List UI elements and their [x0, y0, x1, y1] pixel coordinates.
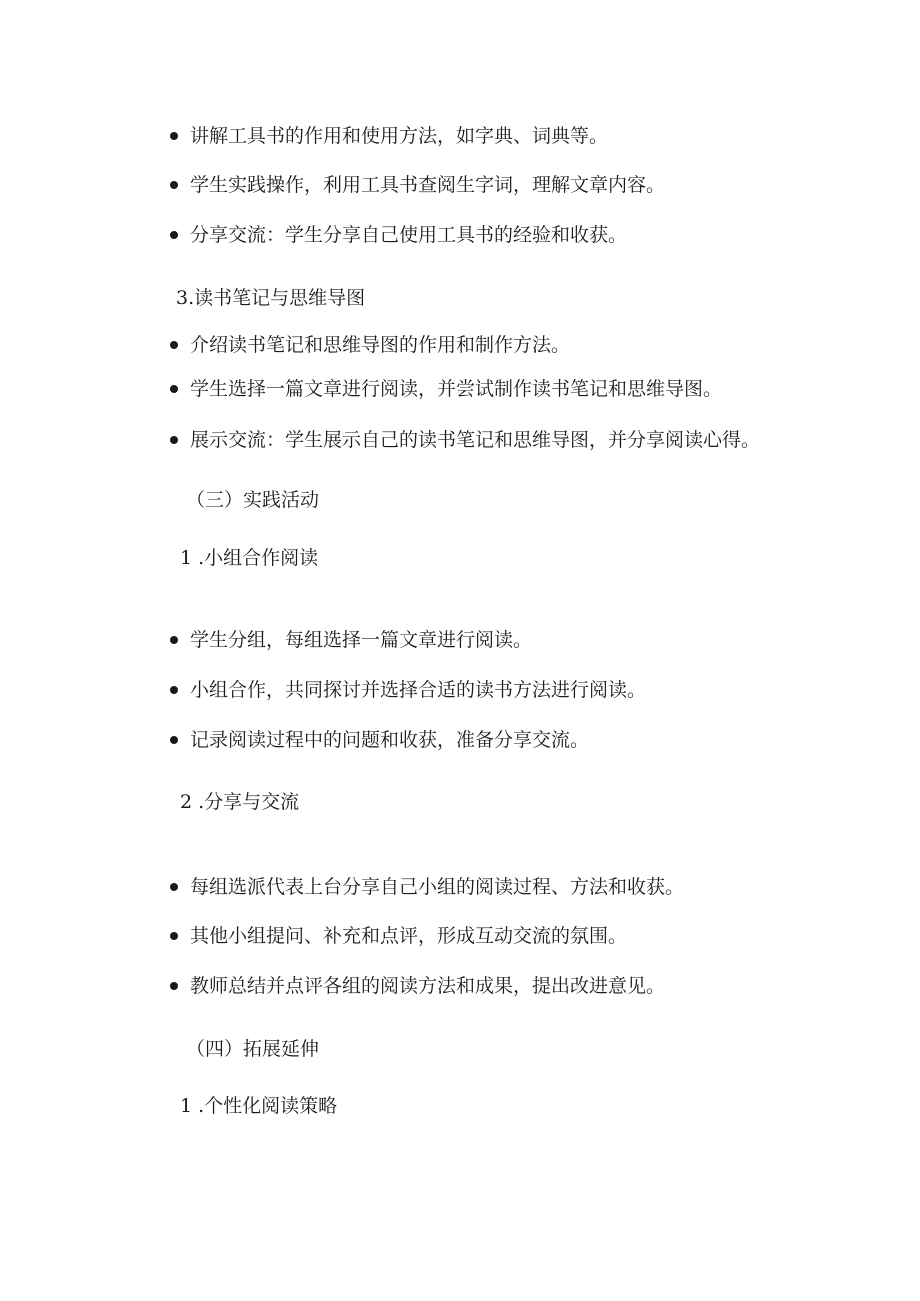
section-heading: （三）实践活动: [186, 489, 320, 511]
list-item: [0, 874, 920, 900]
list-item-text: 教师总结并点评各组的阅读方法和成果，提出改进意见。: [190, 975, 666, 997]
bullet-icon: [170, 636, 178, 644]
bullet-icon: [170, 686, 178, 694]
bullet-icon: [170, 932, 178, 940]
list-item: [0, 332, 920, 358]
bullet-icon: [170, 341, 178, 349]
bullet-icon: [170, 231, 178, 239]
list-item: [0, 627, 920, 653]
bullet-icon: [170, 132, 178, 140]
bullet-icon: [170, 982, 178, 990]
list-item-text: 介绍读书笔记和思维导图的作用和制作方法。: [190, 334, 571, 356]
section-heading: 1 .个性化阅读策略: [180, 1095, 338, 1117]
list-item-text: 其他小组提问、补充和点评，形成互动交流的氛围。: [190, 925, 628, 947]
bullet-icon: [170, 436, 178, 444]
section-heading: 1 .小组合作阅读: [180, 547, 319, 569]
list-item: [0, 973, 920, 999]
list-item: [0, 376, 920, 402]
list-item: [0, 123, 920, 149]
bullet-icon: [170, 181, 178, 189]
list-item-text: 记录阅读过程中的问题和收获，准备分享交流。: [190, 729, 590, 751]
bullet-icon: [170, 385, 178, 393]
list-item: [0, 727, 920, 753]
list-item-text: 展示交流：学生展示自己的读书笔记和思维导图，并分享阅读心得。: [190, 429, 761, 451]
list-item: [0, 677, 920, 703]
bullet-icon: [170, 883, 178, 891]
list-item: [0, 427, 920, 453]
list-item: [0, 923, 920, 949]
section-heading: （四）拓展延伸: [186, 1038, 320, 1060]
list-item-text: 学生选择一篇文章进行阅读，并尝试制作读书笔记和思维导图。: [190, 378, 723, 400]
section-heading: 2 .分享与交流: [180, 791, 300, 813]
list-item-text: 每组选派代表上台分享自己小组的阅读过程、方法和收获。: [190, 876, 685, 898]
bullet-icon: [170, 736, 178, 744]
list-item-text: 分享交流：学生分享自己使用工具书的经验和收获。: [190, 224, 628, 246]
list-item-text: 学生实践操作，利用工具书查阅生字词，理解文章内容。: [190, 174, 666, 196]
list-item-text: 讲解工具书的作用和使用方法，如字典、词典等。: [190, 125, 609, 147]
list-item-text: 学生分组，每组选择一篇文章进行阅读。: [190, 629, 533, 651]
list-item: [0, 222, 920, 248]
list-item: [0, 172, 920, 198]
list-item-text: 小组合作，共同探讨并选择合适的读书方法进行阅读。: [190, 679, 647, 701]
section-heading: 3.读书笔记与思维导图: [176, 287, 366, 309]
